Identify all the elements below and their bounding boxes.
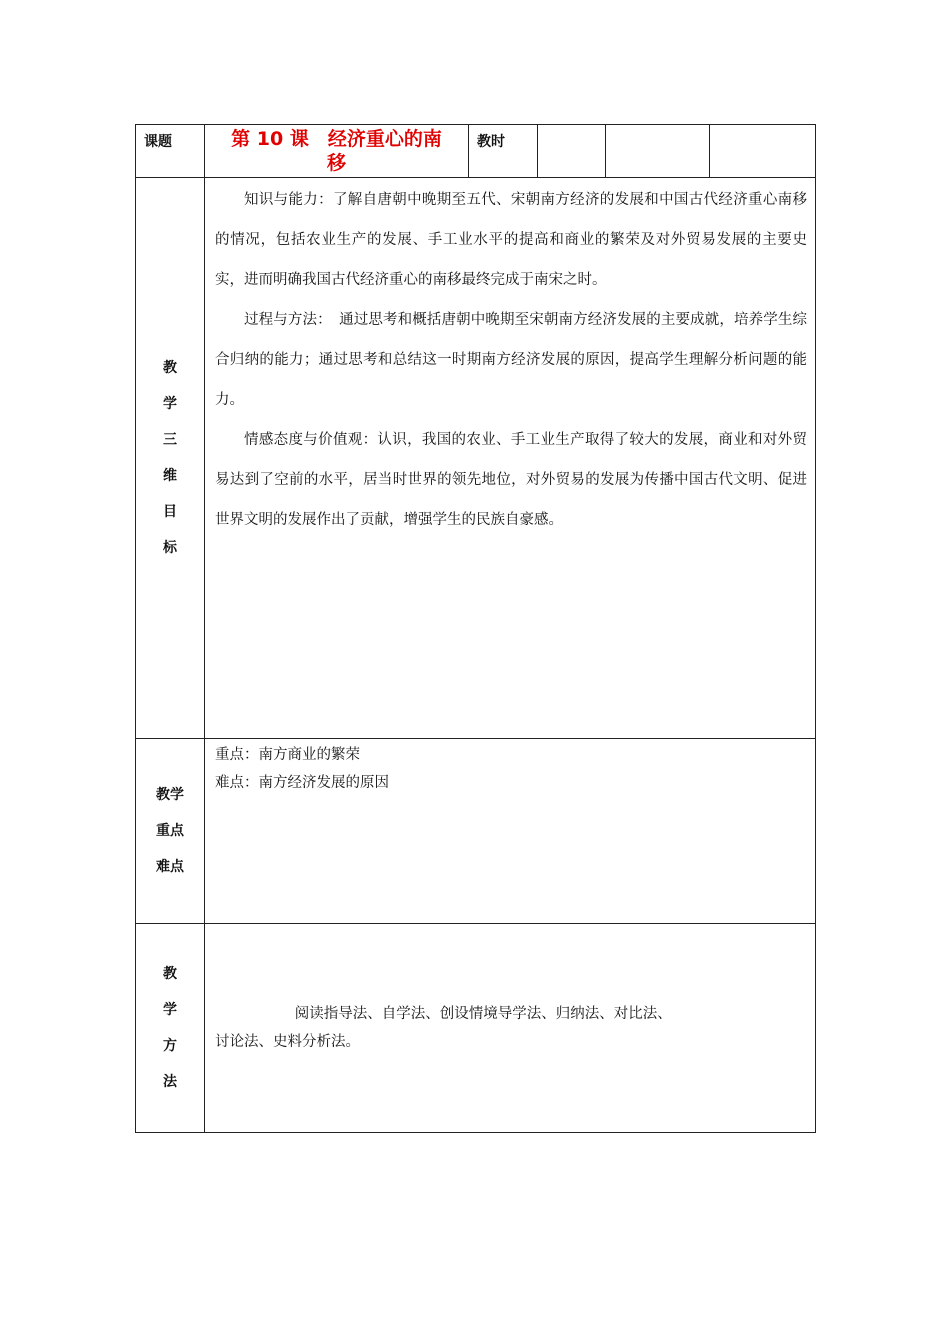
lesson-title-line2: 移 <box>326 152 346 174</box>
key-points-label <box>136 739 205 924</box>
methods-content <box>205 924 816 1133</box>
difficulty-point: 难点：南方经济发展的原因 <box>215 775 389 791</box>
key-points-label-line: 教学 <box>156 787 184 803</box>
topic-label: 课题 <box>136 125 205 178</box>
objectives-label-char: 目 <box>163 504 177 520</box>
objectives-content <box>205 178 816 739</box>
objectives-label <box>136 178 205 739</box>
hours-cell-1 <box>538 125 606 178</box>
objectives-label-char: 教 <box>163 360 177 376</box>
methods-line1: 阅读指导法、自学法、创设情境导学法、归纳法、对比法、 <box>294 1006 672 1022</box>
lesson-title-line1: 第 10 课 经济重心的南 <box>231 128 442 150</box>
objectives-row <box>136 178 816 739</box>
key-points-content <box>205 739 816 924</box>
methods-label-char: 教 <box>163 966 177 982</box>
focus-point: 重点：南方商业的繁荣 <box>215 747 360 763</box>
lesson-title <box>205 125 469 178</box>
header-row <box>136 125 816 178</box>
objectives-label-char: 维 <box>163 468 177 484</box>
methods-label <box>136 924 205 1133</box>
objectives-label-char: 学 <box>163 396 177 412</box>
key-points-label-line: 重点 <box>156 823 184 839</box>
objective-process: 过程与方法： 通过思考和概括唐朝中晚期至宋朝南方经济发展的主要成就，培养学生综合归纳的能力；通过思考和总结这一时期南方经济发展的原因，提高学生理解分析问题的能力。 <box>215 312 807 408</box>
objective-knowledge: 知识与能力：了解自唐朝中晚期至五代、宋朝南方经济的发展和中国古代经济重心南移的情况，包括农业生产的发展、手工业水平的提高和商业的繁荣及对外贸易发展的主要史实，进而明确我国古代经济重心的南移最终完成于南宋之时。 <box>215 192 807 288</box>
methods-label-char: 方 <box>163 1038 177 1054</box>
methods-label-char: 学 <box>163 1002 177 1018</box>
lesson-plan-sheet <box>135 124 815 1133</box>
methods-line2: 讨论法、史料分析法。 <box>215 1034 360 1050</box>
objectives-label-char: 标 <box>163 540 177 556</box>
methods-row <box>136 924 816 1133</box>
key-points-label-line: 难点 <box>156 859 184 875</box>
lesson-plan-table <box>135 124 816 1133</box>
hours-cell-3 <box>710 125 816 178</box>
hours-label: 教时 <box>469 125 538 178</box>
objective-attitude: 情感态度与价值观：认识，我国的农业、手工业生产取得了较大的发展，商业和对外贸易达到了空前的水平，居当时世界的领先地位，对外贸易的发展为传播中国古代文明、促进世界文明的发展作出了贡献，增强学生的民族自豪感。 <box>215 432 807 528</box>
objectives-label-char: 三 <box>163 432 177 448</box>
methods-label-char: 法 <box>163 1074 177 1090</box>
hours-cell-2 <box>606 125 710 178</box>
key-points-row <box>136 739 816 924</box>
